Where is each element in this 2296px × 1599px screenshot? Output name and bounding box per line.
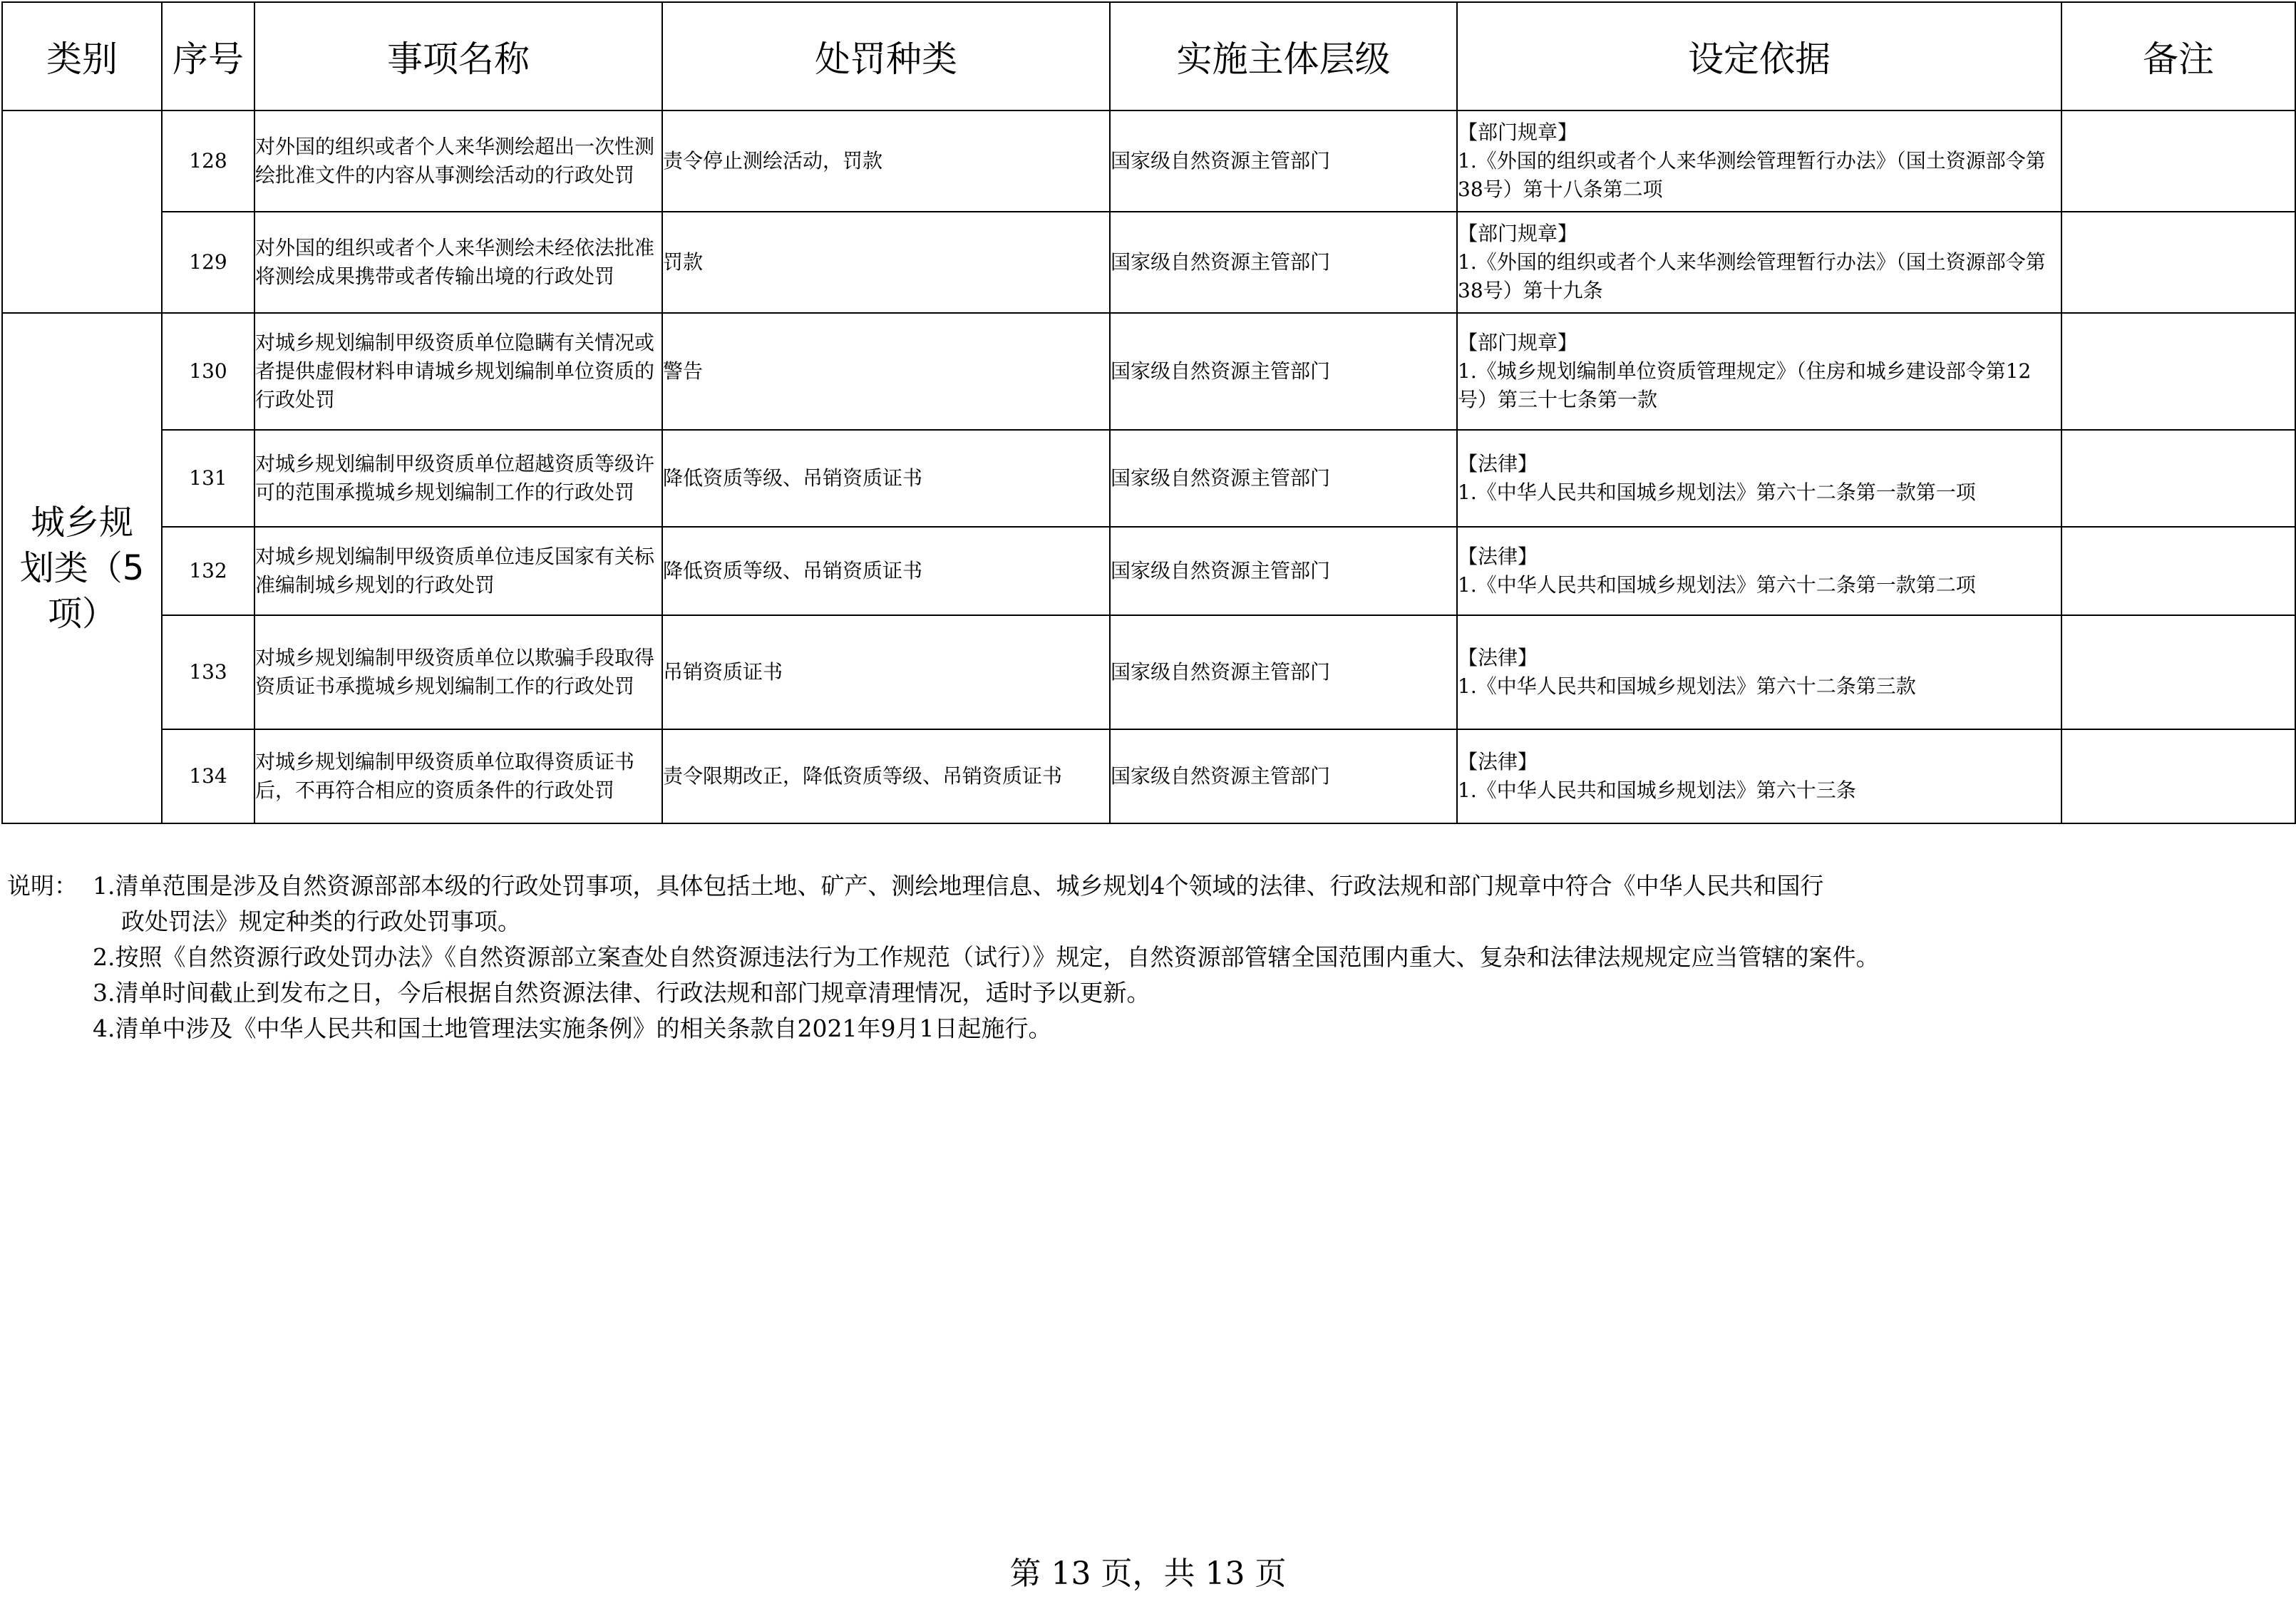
header-authority-level: 实施主体层级 (1110, 2, 1457, 110)
authority-level: 国家级自然资源主管部门 (1110, 527, 1457, 615)
authority-level: 国家级自然资源主管部门 (1110, 212, 1457, 313)
row-number: 133 (162, 615, 254, 729)
item-name: 对城乡规划编制甲级资质单位取得资质证书后，不再符合相应的资质条件的行政处罚 (254, 729, 662, 823)
basis-type: 【法律】 (1458, 750, 1538, 773)
row-number: 132 (162, 527, 254, 615)
penalty-type: 吊销资质证书 (662, 615, 1110, 729)
header-legal-basis: 设定依据 (1457, 2, 2061, 110)
note-text: 3.清单时间截止到发布之日，今后根据自然资源法律、行政法规和部门规章清理情况，适时予以更新。 (93, 979, 1150, 1007)
page-footer: 第 13 页，共 13 页 (1009, 1556, 1287, 1592)
authority-level: 国家级自然资源主管部门 (1110, 729, 1457, 823)
basis-type: 【法律】 (1458, 452, 1538, 475)
table-row (2, 729, 2295, 823)
note-item (7, 940, 2288, 975)
note-item (7, 868, 2288, 904)
legal-basis (1457, 212, 2061, 313)
basis-type: 【法律】 (1458, 545, 1538, 568)
category-cell: 城乡规划类（5项） (2, 313, 162, 823)
header-category: 类别 (2, 2, 162, 110)
authority-level: 国家级自然资源主管部门 (1110, 430, 1457, 527)
note-continuation: 政处罚法》规定种类的行政处罚事项。 (121, 908, 521, 935)
header-number: 序号 (162, 2, 254, 110)
note-item (7, 975, 2288, 1011)
basis-text: 1.《外国的组织或者个人来华测绘管理暂行办法》（国土资源部令第38号）第十八条第二项 (1458, 149, 2046, 201)
table-row (2, 110, 2295, 212)
basis-text: 1.《中华人民共和国城乡规划法》第六十三条 (1458, 778, 1856, 802)
legal-basis (1457, 615, 2061, 729)
table-row (2, 527, 2295, 615)
authority-level: 国家级自然资源主管部门 (1110, 110, 1457, 212)
notes-label: 说明： (7, 872, 78, 900)
legal-basis (1457, 527, 2061, 615)
legal-basis (1457, 430, 2061, 527)
item-name: 对外国的组织或者个人来华测绘超出一次性测绘批准文件的内容从事测绘活动的行政处罚 (254, 110, 662, 212)
table-row (2, 430, 2295, 527)
remark (2061, 313, 2295, 430)
item-name: 对城乡规划编制甲级资质单位违反国家有关标准编制城乡规划的行政处罚 (254, 527, 662, 615)
penalty-type: 警告 (662, 313, 1110, 430)
penalty-type: 责令停止测绘活动，罚款 (662, 110, 1110, 212)
item-name: 对城乡规划编制甲级资质单位隐瞒有关情况或者提供虚假材料申请城乡规划编制单位资质的行政处罚 (254, 313, 662, 430)
basis-type: 【部门规章】 (1458, 222, 1578, 245)
header-remark: 备注 (2061, 2, 2295, 110)
item-name: 对外国的组织或者个人来华测绘未经依法批准将测绘成果携带或者传输出境的行政处罚 (254, 212, 662, 313)
note-text: 4.清单中涉及《中华人民共和国土地管理法实施条例》的相关条款自2021年9月1日起施行。 (93, 1014, 1052, 1042)
header-penalty-type: 处罚种类 (662, 2, 1110, 110)
remark (2061, 212, 2295, 313)
legal-basis (1457, 729, 2061, 823)
header-item-name: 事项名称 (254, 2, 662, 110)
basis-text: 1.《中华人民共和国城乡规划法》第六十二条第一款第二项 (1458, 573, 1976, 597)
penalty-type: 责令限期改正，降低资质等级、吊销资质证书 (662, 729, 1110, 823)
basis-text: 1.《城乡规划编制单位资质管理规定》（住房和城乡建设部令第12号）第三十七条第一款 (1458, 359, 2032, 411)
table-row (2, 313, 2295, 430)
penalty-type: 罚款 (662, 212, 1110, 313)
table-row (2, 212, 2295, 313)
basis-type: 【部门规章】 (1458, 331, 1578, 354)
row-number: 128 (162, 110, 254, 212)
notes-section (7, 868, 2288, 1047)
note-text: 2.按照《自然资源行政处罚办法》《自然资源部立案查处自然资源违法行为工作规范（试行）》规定，自然资源部管辖全国范围内重大、复杂和法律法规规定应当管辖的案件。 (93, 943, 1880, 971)
basis-type: 【法律】 (1458, 646, 1538, 669)
authority-level: 国家级自然资源主管部门 (1110, 615, 1457, 729)
row-number: 129 (162, 212, 254, 313)
basis-text: 1.《中华人民共和国城乡规划法》第六十二条第一款第一项 (1458, 480, 1976, 504)
table-header-row (2, 2, 2295, 110)
row-number: 130 (162, 313, 254, 430)
legal-basis (1457, 110, 2061, 212)
table-row (2, 615, 2295, 729)
remark (2061, 615, 2295, 729)
penalty-type: 降低资质等级、吊销资质证书 (662, 430, 1110, 527)
row-number: 134 (162, 729, 254, 823)
basis-type: 【部门规章】 (1458, 120, 1578, 144)
basis-text: 1.《外国的组织或者个人来华测绘管理暂行办法》（国土资源部令第38号）第十九条 (1458, 250, 2046, 302)
category-cell (2, 110, 162, 313)
note-text: 1.清单范围是涉及自然资源部部本级的行政处罚事项，具体包括土地、矿产、测绘地理信息、城乡规划4个领域的法律、行政法规和部门规章中符合《中华人民共和国行 (93, 872, 1824, 900)
item-name: 对城乡规划编制甲级资质单位以欺骗手段取得资质证书承揽城乡规划编制工作的行政处罚 (254, 615, 662, 729)
remark (2061, 430, 2295, 527)
item-name: 对城乡规划编制甲级资质单位超越资质等级许可的范围承揽城乡规划编制工作的行政处罚 (254, 430, 662, 527)
remark (2061, 729, 2295, 823)
remark (2061, 527, 2295, 615)
penalty-type: 降低资质等级、吊销资质证书 (662, 527, 1110, 615)
row-number: 131 (162, 430, 254, 527)
remark (2061, 110, 2295, 212)
basis-text: 1.《中华人民共和国城乡规划法》第六十二条第三款 (1458, 674, 1916, 698)
authority-level: 国家级自然资源主管部门 (1110, 313, 1457, 430)
legal-basis (1457, 313, 2061, 430)
penalty-table (1, 1, 2296, 824)
note-item (7, 1011, 2288, 1047)
